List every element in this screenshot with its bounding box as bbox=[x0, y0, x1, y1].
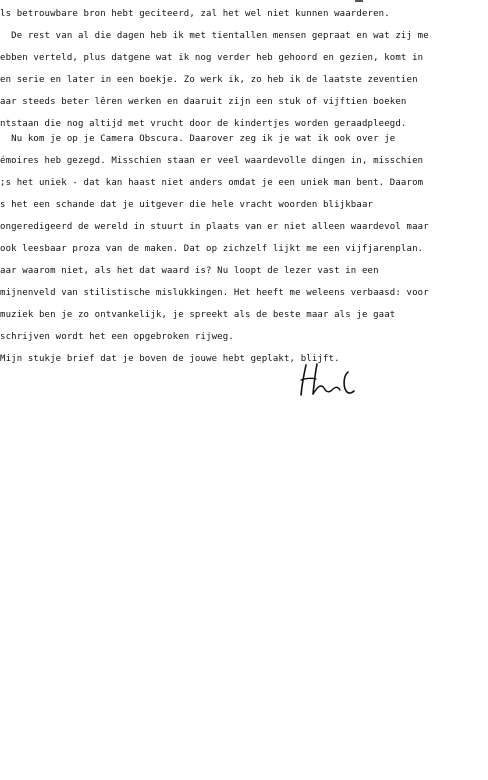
letter-line: De rest van al die dagen heb ik met tientallen mensen gepraat en wat zij me bbox=[0, 31, 429, 41]
letter-line: ook leesbaar proza van de maken. Dat op zichzelf lijkt me een vijfjarenplan. bbox=[0, 244, 424, 254]
letter-line: Nu kom je op je Camera Obscura. Daarover zeg ik je wat ik ook over je bbox=[0, 134, 396, 144]
letter-line: schrijven wordt het een opgebroken rijweg. bbox=[0, 332, 234, 342]
page-mark bbox=[355, 0, 363, 2]
letter-line: aar waarom niet, als het dat waard is? Nu loopt de lezer vast in een bbox=[0, 266, 379, 276]
letter-line: ongeredigeerd de wereld in stuurt in plaats van er niet alleen waardevol maar bbox=[0, 222, 429, 232]
letter-line: émoires heb gezegd. Misschien staan er veel waardevolle dingen in, misschien bbox=[0, 156, 424, 166]
letter-line: ntstaan die nog altijd met vrucht door de kindertjes worden geraadpleegd. bbox=[0, 119, 407, 129]
letter-line: ;s het uniek - dat kan haast niet anders omdat je een uniek man bent. Daarom bbox=[0, 178, 424, 188]
handwritten-signature-icon bbox=[296, 362, 376, 398]
letter-line: mijnenveld van stilistische mislukkingen. Het heeft me weleens verbaasd: voor bbox=[0, 288, 429, 298]
letter-line: en serie en later in een boekje. Zo werk ik, zo heb ik de laatste zeventien bbox=[0, 75, 418, 85]
letter-line: muziek ben je zo ontvankelijk, je spreekt als de beste maar als je gaat bbox=[0, 310, 396, 320]
letter-line: s het een schande dat je uitgever die hele vracht woorden blijkbaar bbox=[0, 200, 374, 210]
letter-line: ls betrouwbare bron hebt geciteerd, zal het wel niet kunnen waarderen. bbox=[0, 9, 390, 19]
letter-line: Mijn stukje brief dat je boven de jouwe hebt geplakt, blijft. bbox=[0, 354, 340, 364]
letter-line: aar steeds beter lêren werken en daaruit zijn een stuk of vijftien boeken bbox=[0, 97, 407, 107]
letter-line: ebben verteld, plus datgene wat ik nog verder heb gehoord en gezien, komt in bbox=[0, 53, 424, 63]
